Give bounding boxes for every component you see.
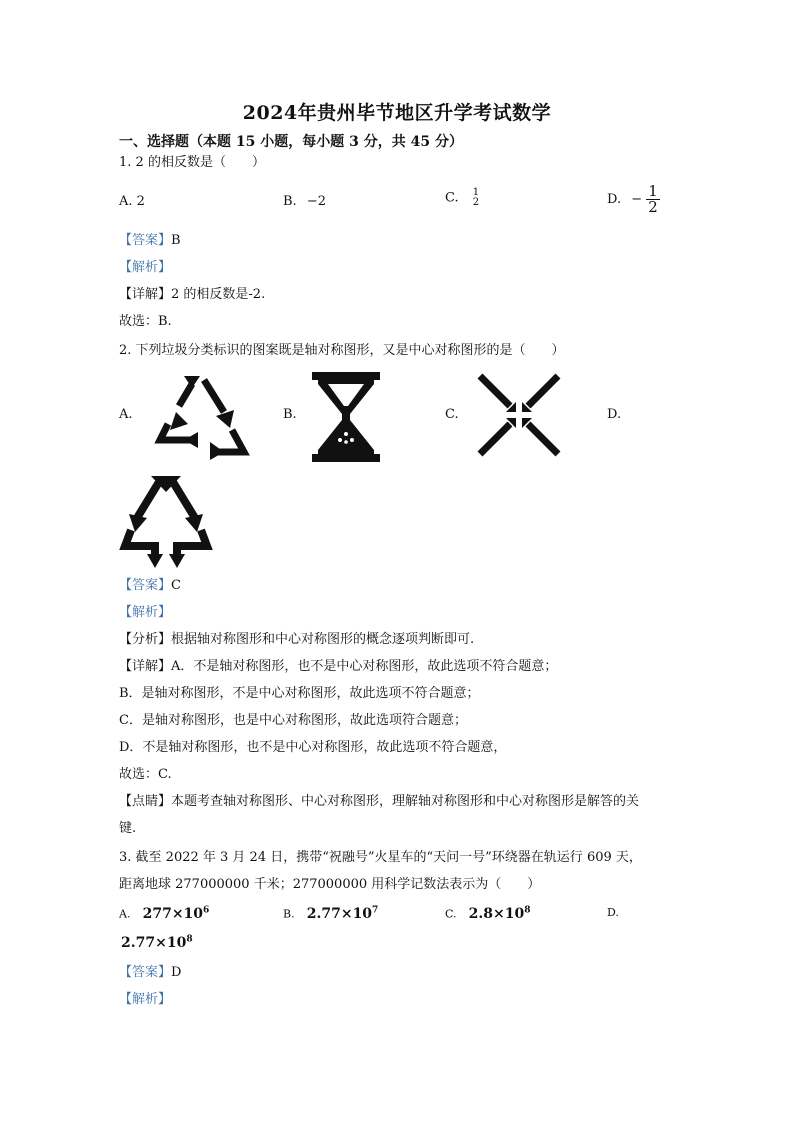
page-title: 2024年贵州毕节地区升学考试数学 <box>242 102 552 124</box>
q3-analysis-tag: 【解析】 <box>119 992 172 1007</box>
q2-fenxi-tag: 【分析】 <box>119 632 172 647</box>
q2-dianjing <box>119 793 639 811</box>
q3-option-b-label: B. <box>283 907 295 921</box>
q3-option-c-value <box>469 906 531 922</box>
q3-option-d-value <box>121 934 193 951</box>
q1-detail-text: 2 的相反数是-2. <box>171 287 266 302</box>
q1-option-d-label: D. <box>607 192 622 207</box>
q1-answer-value: B <box>171 233 181 248</box>
q2-dianjing-text-1: 本题考查轴对称图形、中心对称图形，理解轴对称图形和中心对称图形是解答的关 <box>171 794 640 809</box>
q2-answer <box>119 577 181 595</box>
recycle-chevron-triangle-icon <box>121 474 211 568</box>
q3-option-b <box>283 905 378 922</box>
q2-option-a-label: A. <box>119 407 133 422</box>
q2-dianjing-text-2: 键. <box>119 821 137 836</box>
q1-option-c-numerator: 1 <box>472 187 480 198</box>
q2-answer-value: C <box>171 578 181 593</box>
q3-answer-tag: 【答案】 <box>119 965 172 980</box>
q2-detail-c: C．是轴对称图形，也是中心对称图形，故此选项符合题意； <box>119 713 467 728</box>
q1-answer-tag: 【答案】 <box>119 233 172 248</box>
q1-option-b-label: B. <box>283 194 297 209</box>
q3-option-b-value <box>307 906 379 922</box>
q3-option-b-exponent: 7 <box>372 905 379 915</box>
q1-answer <box>119 232 181 250</box>
q1-option-c-label: C. <box>445 190 459 206</box>
q1-stem: 1. 2 的相反数是（ ） <box>119 155 265 170</box>
q2-analysis-tag: 【解析】 <box>119 605 172 620</box>
q2-detail-a <box>119 658 557 676</box>
q3-option-d-label-wrap <box>607 905 619 920</box>
q3-stem-line-2: 距离地球 277000000 千米；277000000 用科学记数法表示为（ ） <box>119 877 541 892</box>
q1-detail <box>119 286 265 304</box>
q3-option-a-exponent: 6 <box>203 905 210 915</box>
q2-fenxi-text: 根据轴对称图形和中心对称图形的概念逐项判断即可. <box>171 632 475 647</box>
four-arrows-center-icon <box>476 372 562 458</box>
q3-option-d-exponent: 8 <box>186 934 193 944</box>
q3-option-c-label: C. <box>445 907 457 921</box>
q3-option-d-label: D. <box>607 906 619 919</box>
q1-option-c-denominator: 2 <box>472 197 480 208</box>
q2-dianjing-tag: 【点睛】 <box>119 794 172 809</box>
q3-answer <box>119 964 181 982</box>
q2-option-b-label: B. <box>283 407 297 422</box>
q1-detail-tag: 【详解】 <box>119 287 172 302</box>
q1-option-d-denominator: 2 <box>648 198 658 216</box>
q3-option-d-base: 2.77×10 <box>121 934 187 951</box>
q3-stem-line-1: 3. 截至 2022 年 3 月 24 日，携带“祝融号”火星车的“天问一号”环绕器在轨运行 609 天， <box>119 850 642 865</box>
q3-option-a-base: 277×10 <box>142 905 204 922</box>
q3-option-a-value <box>143 906 210 922</box>
q3-option-a-label: A. <box>119 907 131 921</box>
q1-option-c <box>445 188 481 208</box>
hourglass-waste-icon <box>312 372 380 462</box>
q3-option-b-base: 2.77×10 <box>306 905 373 922</box>
q2-fenxi <box>119 631 474 649</box>
q2-detail-d: D．不是轴对称图形，也不是中心对称图形，故此选项不符合题意， <box>119 740 507 755</box>
q1-option-d-sign: − <box>631 192 643 207</box>
q1-option-a: A. 2 <box>119 194 145 209</box>
section-heading: 一、选择题（本题 15 小题，每小题 3 分，共 45 分） <box>119 134 463 150</box>
q1-option-d-numerator: 1 <box>648 182 658 200</box>
q1-conclusion: 故选：B. <box>119 314 172 329</box>
q1-option-b <box>283 194 326 209</box>
q2-detail-b: B．是轴对称图形，不是中心对称图形，故此选项不符合题意； <box>119 686 480 701</box>
q2-stem: 2. 下列垃圾分类标识的图案既是轴对称图形，又是中心对称图形的是（ ） <box>119 343 565 358</box>
q3-option-c <box>445 905 531 922</box>
q1-option-c-fraction <box>471 188 481 208</box>
q2-detail-tag: 【详解】 <box>119 659 172 674</box>
q1-option-d-fraction <box>646 184 660 215</box>
q2-option-c-label: C. <box>445 407 459 422</box>
q2-answer-tag: 【答案】 <box>119 578 172 593</box>
q3-answer-value: D <box>171 965 182 980</box>
q2-conclusion: 故选：C. <box>119 767 172 782</box>
q1-analysis-tag: 【解析】 <box>119 260 172 275</box>
recycle-arrows-triangle-icon <box>154 372 250 458</box>
q1-option-d <box>607 184 660 215</box>
q3-option-a <box>119 905 209 922</box>
q3-option-c-exponent: 8 <box>524 905 531 915</box>
q2-option-d-label: D. <box>607 407 622 422</box>
q1-option-b-value: −2 <box>306 194 326 209</box>
q3-option-c-base: 2.8×10 <box>468 905 525 922</box>
q2-detail-a-text: A．不是轴对称图形，也不是中心对称图形，故此选项不符合题意； <box>171 659 558 674</box>
